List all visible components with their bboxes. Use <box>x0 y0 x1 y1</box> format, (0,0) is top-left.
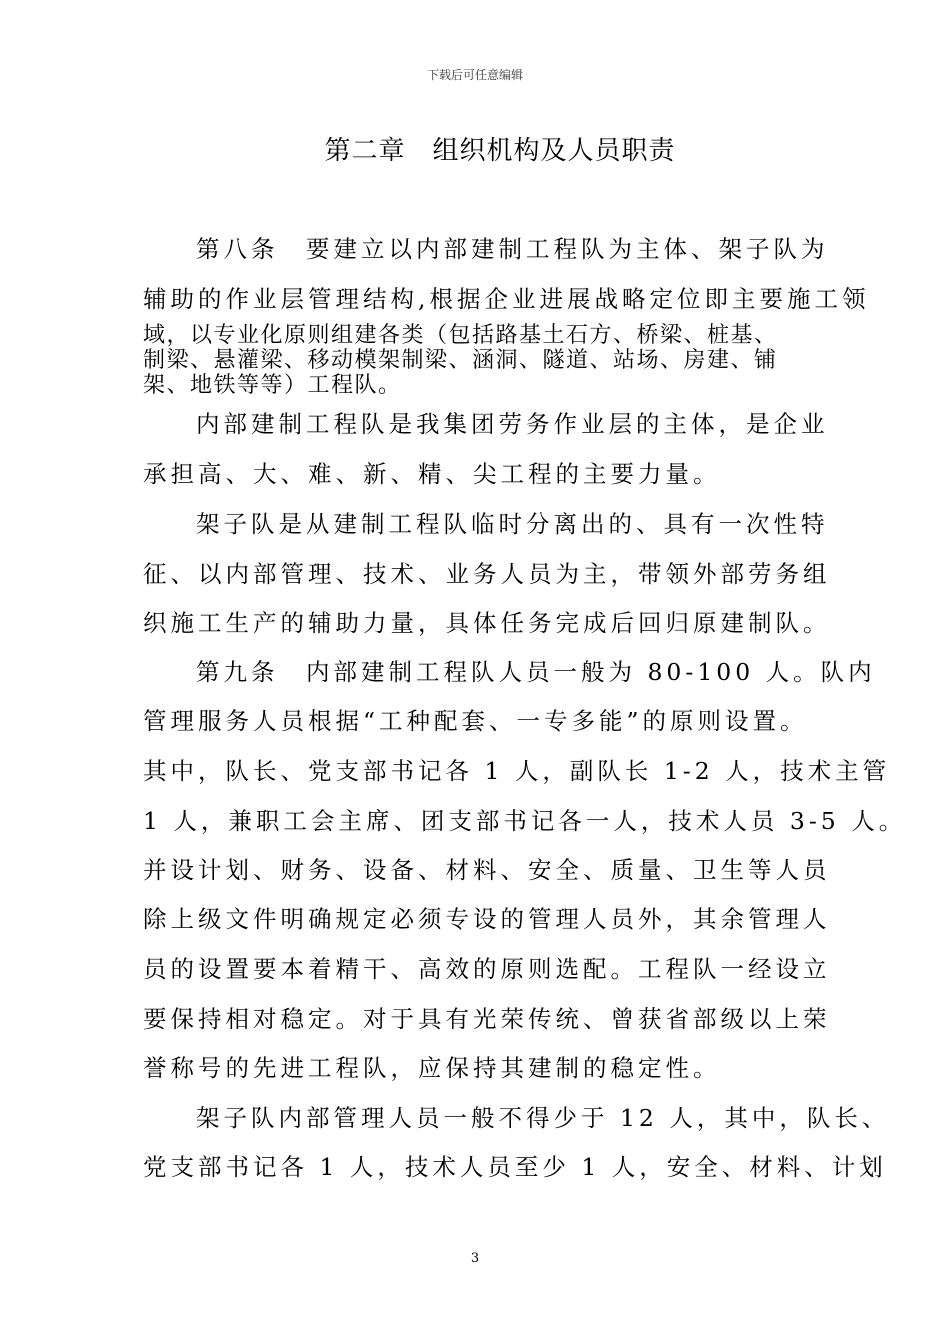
body-line: 辅助的作业层管理结构,根据企业进展战略定位即主要施工领 <box>143 285 870 313</box>
body-line: 要保持相对稳定。对于具有光荣传统、曾获省部级以上荣 <box>143 1005 831 1033</box>
body-line: 第九条 内部建制工程队人员一般为 80-100 人。队内 <box>196 658 876 686</box>
body-line: 架、地铁等等）工程队。 <box>143 373 402 398</box>
body-line: 架子队是从建制工程队临时分离出的、具有一次性特 <box>196 510 829 538</box>
body-line: 织施工生产的辅助力量，具体任务完成后回归原建制队。 <box>143 609 831 637</box>
page-header-note: 下载后可任意编辑 <box>426 68 523 82</box>
body-line: 员的设置要本着精干、高效的原则选配。工程队一经设立 <box>143 955 831 983</box>
body-line: 并设计划、财务、设备、材料、安全、质量、卫生等人员 <box>143 856 831 884</box>
body-line: 域，以专业化原则组建各类（包括路基土石方、桥梁、桩基、 <box>143 323 778 348</box>
body-line: 党支部书记各 1 人，技术人员至少 1 人，安全、材料、计划 <box>143 1153 887 1181</box>
body-line: 其中，队长、党支部书记各 1 人，副队长 1-2 人，技术主管 <box>143 757 891 785</box>
body-line: 架子队内部管理人员一般不得少于 12 人，其中，队长、 <box>196 1104 890 1132</box>
chapter-title: 第二章 组织机构及人员职责 <box>324 136 676 166</box>
body-line: 征、以内部管理、技术、业务人员为主，带领外部劳务组 <box>143 560 831 588</box>
body-line: 1 人，兼职工会主席、团支部书记各一人，技术人员 3-5 人。 <box>143 807 907 835</box>
body-line: 内部建制工程队是我集团劳务作业层的主体，是企业 <box>196 410 829 438</box>
body-line: 承担高、大、难、新、精、尖工程的主要力量。 <box>143 460 721 488</box>
page-number: 3 <box>470 1251 480 1266</box>
body-line: 誉称号的先进工程队，应保持其建制的稳定性。 <box>143 1054 721 1082</box>
body-line: 第八条 要建立以内部建制工程队为主体、架子队为 <box>196 235 829 263</box>
body-line: 除上级文件明确规定必须专设的管理人员外，其余管理人 <box>143 905 831 933</box>
body-line: 制梁、悬灌梁、移动模架制梁、涵洞、隧道、站场、房建、铺 <box>143 348 778 373</box>
body-line: 管理服务人员根据“工种配套、一专多能”的原则设置。 <box>143 707 808 735</box>
